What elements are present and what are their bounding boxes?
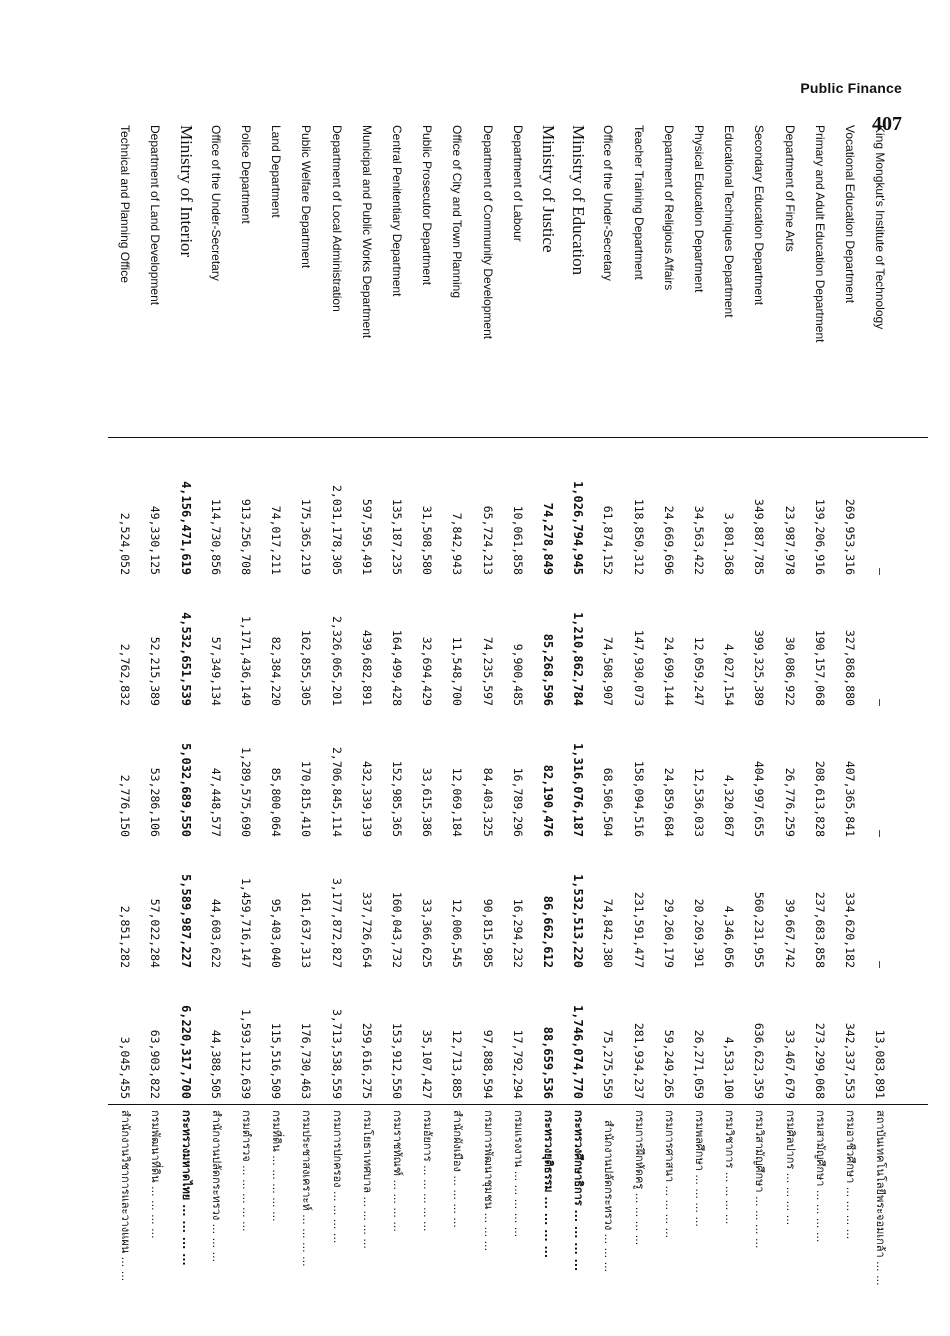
english-name-cell: King Mongkut's Institute of Technology [873, 125, 888, 330]
value-cell-col5: — [873, 568, 888, 575]
value-cell-col5: 23,987,978 [782, 505, 797, 575]
value-cell-col4: 327,868,880 [843, 629, 857, 706]
value-cell-col1: 6,220,317,700 [178, 1005, 193, 1099]
table-row [865, 125, 895, 1290]
thai-name-cell: สำนักงานปลัดกระทรวง ... ... ... [209, 1110, 223, 1263]
value-cell-col1: 59,249,265 [661, 1029, 676, 1099]
value-cell-col2: 29,260,179 [661, 898, 676, 968]
english-name-cell: Office of City and Town Planning [450, 125, 465, 298]
value-cell-col1: 273,299,068 [812, 1022, 827, 1099]
value-cell-col1: 97,888,594 [480, 1029, 495, 1099]
value-cell-col2: 33,366,625 [420, 898, 435, 968]
value-cell-col1: 259,616,275 [359, 1022, 374, 1099]
value-cell-col1: 26,271,059 [692, 1029, 706, 1099]
table-row [171, 125, 201, 1290]
english-name-cell: Department of Community Development [480, 125, 495, 340]
thai-name-cell: สำนักผังเมือง ... ... ... ... [451, 1110, 465, 1228]
value-cell-col2: 95,403,040 [269, 898, 284, 968]
english-name-cell: Ministry of Interior [176, 125, 196, 258]
value-cell-col5: 2,524,052 [118, 512, 133, 575]
value-cell-col5: 74,017,211 [269, 505, 284, 575]
value-cell-col5: 31,508,580 [420, 505, 435, 575]
value-cell-col1: 176,730,463 [299, 1022, 314, 1099]
value-cell-col3: 432,339,139 [359, 760, 374, 837]
english-name-cell: Physical Education Department [692, 125, 706, 293]
table-row [503, 125, 533, 1290]
value-cell-col5: 114,730,856 [208, 498, 223, 575]
table-row [805, 125, 835, 1290]
thai-name-cell: สำนักงานวิชาการและวางแผน ... ... [119, 1110, 133, 1282]
value-cell-col4: 57,349,134 [208, 636, 223, 706]
value-cell-col1: 13,083,891 [873, 1029, 888, 1099]
value-cell-col5: 597,595,491 [359, 498, 374, 575]
value-cell-col3: 5,032,689,550 [178, 743, 193, 837]
value-cell-col4: 9,900,485 [510, 643, 525, 706]
english-name-cell: Police Department [239, 125, 253, 224]
table-row [744, 125, 774, 1290]
value-cell-col3: 47,448,577 [208, 767, 223, 837]
value-cell-col2: 560,231,955 [752, 891, 767, 968]
value-cell-col2: 334,620,182 [843, 891, 857, 968]
value-cell-col3: 26,776,259 [782, 767, 797, 837]
thai-name-cell: กรมวิสามัญศึกษา ... ... ... ... [753, 1110, 767, 1249]
value-cell-col1: 4,533,100 [722, 1036, 737, 1099]
value-cell-col1: 636,623,359 [752, 1022, 767, 1099]
value-cell-col1: 3,713,538,559 [329, 1008, 344, 1099]
value-cell-col5: 3,801,368 [722, 512, 737, 575]
budget-table [110, 125, 920, 1290]
thai-name-cell: กรมการฝึกหัดครู ... ... ... ... [632, 1110, 646, 1246]
thai-name-cell: กรมโยธาเทศบาล ... ... ... ... [360, 1110, 374, 1249]
thai-name-cell: กรมอัยการ ... ... ... ... ... [421, 1110, 435, 1232]
english-name-cell: Ministry of Justice [539, 125, 558, 253]
english-name-cell: Educational Techniques Department [722, 125, 737, 318]
table-row [593, 125, 623, 1290]
english-name-cell: Vocational Education Department [843, 125, 857, 304]
value-cell-col1: 33,467,679 [782, 1029, 797, 1099]
value-cell-col2: 2,851,282 [118, 905, 133, 968]
value-cell-col5: 61,874,152 [601, 505, 616, 575]
value-cell-col1: 115,516,509 [269, 1022, 284, 1099]
value-cell-col1: 3,045,455 [118, 1036, 133, 1099]
value-cell-col3: 53,286,106 [148, 767, 163, 837]
value-cell-col5: 65,724,213 [480, 505, 495, 575]
english-name-cell: Department of Local Administration [329, 125, 344, 312]
english-name-cell: Secondary Education Department [752, 125, 767, 306]
thai-name-cell: กรมการศาสนา ... ... ... ... [662, 1110, 676, 1239]
thai-name-cell: กรมการปกครอง ... ... ... ... [330, 1110, 344, 1244]
value-cell-col3: 68,506,504 [601, 767, 616, 837]
value-cell-col1: 1,746,074,770 [571, 1005, 586, 1099]
value-cell-col3: 1,289,575,690 [239, 746, 253, 837]
english-name-cell: Central Penitentiary Department [390, 125, 404, 297]
value-cell-col3: 84,403,325 [480, 767, 495, 837]
thai-name-cell: กรมตำรวจ ... ... ... ... ... [240, 1110, 253, 1232]
value-cell-col5: 349,887,785 [752, 498, 767, 575]
value-cell-col4: 52,215,389 [148, 636, 163, 706]
value-cell-col2: 20,269,391 [692, 898, 706, 968]
value-cell-col5: 269,953,316 [843, 498, 857, 575]
value-cell-col5: 913,256,708 [239, 498, 253, 575]
table-row [563, 125, 593, 1290]
value-cell-col4: 74,235,597 [480, 636, 495, 706]
table-row [140, 125, 170, 1290]
value-cell-col2: 1,532,513,220 [571, 874, 586, 968]
value-cell-col2: 160,043,732 [390, 891, 404, 968]
value-cell-col3: 407,365,841 [843, 760, 857, 837]
thai-name-cell: กรมที่ดิน ... ... ... ... ... [270, 1110, 284, 1222]
value-cell-col2: 1,459,716,147 [239, 877, 253, 968]
value-cell-col3: 12,069,184 [450, 767, 465, 837]
thai-name-cell: กรมการพัฒนาชุมชน ... ... ... [481, 1110, 495, 1252]
value-cell-col3: 24,859,684 [661, 767, 676, 837]
value-cell-col4: 164,499,428 [390, 629, 404, 706]
value-cell-col5: 118,850,312 [631, 498, 646, 575]
value-cell-col2: 39,667,742 [782, 898, 797, 968]
value-cell-col3: 4,320,867 [722, 774, 737, 837]
thai-name-cell: กระทรวงศึกษาธิการ ... ... ... ... [572, 1110, 586, 1272]
thai-name-cell: สถาบันเทคโนโลยีพระจอมเกล้า ... ... [874, 1110, 888, 1286]
value-cell-col4: 1,210,862,784 [571, 612, 586, 706]
value-cell-col3: 16,789,296 [510, 767, 525, 837]
table-row [533, 125, 563, 1290]
value-cell-col2: 5,589,987,227 [178, 874, 193, 968]
value-cell-col5: 7,842,943 [450, 512, 465, 575]
thai-name-cell: กรมประชาสงเคราะห์ ... ... ... ... [300, 1110, 314, 1267]
value-cell-col3: 2,776,150 [118, 774, 133, 837]
thai-name-cell: กรมวิชาการ ... ... ... ... [723, 1110, 737, 1225]
value-cell-col4: 162,855,305 [299, 629, 314, 706]
english-name-cell: Land Department [269, 125, 284, 218]
value-cell-col1: 17,792,294 [510, 1029, 525, 1099]
english-name-cell: Technical and Planning Office [118, 125, 133, 283]
value-cell-col5: 49,330,125 [148, 505, 163, 575]
value-cell-col1: 75,275,559 [601, 1029, 616, 1099]
value-cell-col1: 12,713,885 [450, 1029, 465, 1099]
value-cell-col3: 2,706,845,114 [329, 746, 344, 837]
value-cell-col3: 33,615,386 [420, 767, 435, 837]
thai-name-cell: กรมอาชีวศึกษา ... ... ... ... [844, 1110, 857, 1240]
thai-name-cell: กรมแรงงาน ... ... ... ... ... [511, 1110, 525, 1238]
value-cell-col3: 85,800,064 [269, 767, 284, 837]
table-row [412, 125, 442, 1290]
english-name-cell: Teacher Training Department [631, 125, 646, 280]
value-cell-col5: 74,278,849 [541, 502, 555, 575]
value-cell-col4: 12,059,247 [692, 636, 706, 706]
thai-name-cell: กระทรวงยุติธรรม ... ... ... ... [542, 1110, 555, 1259]
value-cell-col3: 82,190,476 [541, 764, 555, 837]
value-cell-col1: 281,934,237 [631, 1022, 646, 1099]
table-row [231, 125, 261, 1290]
value-cell-col5: 24,669,696 [661, 505, 676, 575]
english-name-cell: Department of Fine Arts [782, 125, 797, 252]
value-cell-col4: 2,326,065,201 [329, 615, 344, 706]
table-row [322, 125, 352, 1290]
value-cell-col3: 208,613,828 [812, 760, 827, 837]
value-cell-col2: 337,726,654 [359, 891, 374, 968]
table-row [291, 125, 321, 1290]
running-head: Public Finance [800, 80, 902, 96]
value-cell-col1: 1,593,112,639 [239, 1008, 253, 1099]
value-cell-col4: 82,384,220 [269, 636, 284, 706]
value-cell-col2: 57,022,284 [148, 898, 163, 968]
english-name-cell: Department of Labour [510, 125, 525, 242]
value-cell-col4: 74,508,907 [601, 636, 616, 706]
value-cell-col4: 1,171,436,149 [239, 615, 253, 706]
value-cell-col3: 158,094,516 [631, 760, 646, 837]
english-name-cell: Public Welfare Department [299, 125, 314, 269]
table-row [382, 125, 412, 1290]
value-cell-col4: 32,694,429 [420, 636, 435, 706]
english-name-cell: Public Prosecutor Department [420, 125, 435, 286]
table-row [684, 125, 714, 1290]
value-cell-col3: 152,985,365 [390, 760, 404, 837]
table-row [714, 125, 744, 1290]
value-cell-col3: — [873, 830, 888, 837]
english-name-cell: Municipal and Public Works Department [359, 125, 374, 339]
value-cell-col4: 399,325,389 [752, 629, 767, 706]
value-cell-col5: 1,026,794,945 [571, 481, 586, 575]
english-name-cell: Department of Land Development [148, 125, 163, 306]
value-cell-col3: 170,815,410 [299, 760, 314, 837]
value-cell-col1: 44,388,505 [208, 1029, 223, 1099]
value-cell-col1: 88,659,536 [541, 1026, 555, 1099]
value-cell-col3: 404,997,655 [752, 760, 767, 837]
value-cell-col1: 153,912,550 [390, 1022, 404, 1099]
table-row [201, 125, 231, 1290]
value-cell-col5: 139,206,916 [812, 498, 827, 575]
thai-name-cell: กรมสามัญศึกษา ... ... ... ... [813, 1110, 827, 1243]
value-cell-col4: 24,699,144 [661, 636, 676, 706]
table-row [352, 125, 382, 1290]
value-cell-col2: 3,177,872,827 [329, 877, 344, 968]
table-row [261, 125, 291, 1290]
value-cell-col1: 63,903,822 [148, 1029, 163, 1099]
table-row [473, 125, 503, 1290]
value-cell-col2: 12,006,545 [450, 898, 465, 968]
table-row [775, 125, 805, 1290]
value-cell-col4: 30,086,922 [782, 636, 797, 706]
english-name-cell: Office of the Under-Secretary [208, 125, 223, 281]
value-cell-col2: 16,294,232 [510, 898, 525, 968]
thai-name-cell: กรมศิลปากร ... ... ... ... [783, 1110, 797, 1226]
thai-name-cell: กรมพลศึกษา ... ... ... ... [693, 1110, 706, 1227]
thai-name-cell: กระทรวงมหาดไทย ... ... ... ... [179, 1110, 193, 1266]
value-cell-col2: — [873, 961, 888, 968]
value-cell-col4: 147,930,073 [631, 629, 646, 706]
value-cell-col5: 135,187,235 [390, 498, 404, 575]
english-name-cell: Ministry of Education [569, 125, 589, 276]
thai-name-cell: สำนักงานปลัดกระทรวง ... ... ... [602, 1120, 616, 1273]
value-cell-col4: 2,762,832 [118, 643, 133, 706]
value-cell-col2: 4,346,056 [722, 905, 737, 968]
value-cell-col2: 44,603,622 [208, 898, 223, 968]
thai-name-cell: กรมราชทัณฑ์ ... ... ... ... [391, 1110, 404, 1232]
thai-name-cell: กรมพัฒนาที่ดิน ... ... ... ... [149, 1110, 163, 1239]
value-cell-col2: 237,683,858 [812, 891, 827, 968]
english-name-cell: Office of the Under-Secretary [601, 125, 616, 281]
value-cell-col2: 231,591,477 [631, 891, 646, 968]
table-row [624, 125, 654, 1290]
table-row [110, 125, 140, 1290]
english-name-cell: Primary and Adult Education Department [812, 125, 827, 343]
value-cell-col5: 4,156,471,619 [178, 481, 193, 575]
value-cell-col3: 12,536,033 [692, 767, 706, 837]
page-number: 407 [872, 113, 902, 135]
english-name-cell: Department of Religious Affairs [661, 125, 676, 291]
value-cell-col4: 11,548,700 [450, 636, 465, 706]
value-cell-col5: 10,061,858 [510, 505, 525, 575]
table-row [654, 125, 684, 1290]
value-cell-col5: 175,365,219 [299, 498, 314, 575]
value-cell-col4: 190,157,068 [812, 629, 827, 706]
table-row [835, 125, 865, 1290]
value-cell-col1: 342,337,553 [843, 1022, 857, 1099]
value-cell-col4: — [873, 699, 888, 706]
value-cell-col2: 161,637,313 [299, 891, 314, 968]
value-cell-col4: 85,268,596 [541, 633, 555, 706]
value-cell-col4: 4,532,651,539 [178, 612, 193, 706]
value-cell-col1: 35,107,427 [420, 1029, 435, 1099]
value-cell-col5: 2,031,178,305 [329, 484, 344, 575]
value-cell-col2: 86,662,612 [541, 895, 555, 968]
value-cell-col5: 34,563,422 [692, 505, 706, 575]
value-cell-col4: 4,027,154 [722, 643, 737, 706]
value-cell-col4: 439,682,891 [359, 629, 374, 706]
value-cell-col2: 74,842,380 [601, 898, 616, 968]
value-cell-col2: 90,815,985 [480, 898, 495, 968]
value-cell-col3: 1,316,076,187 [571, 743, 586, 837]
table-row [442, 125, 472, 1290]
